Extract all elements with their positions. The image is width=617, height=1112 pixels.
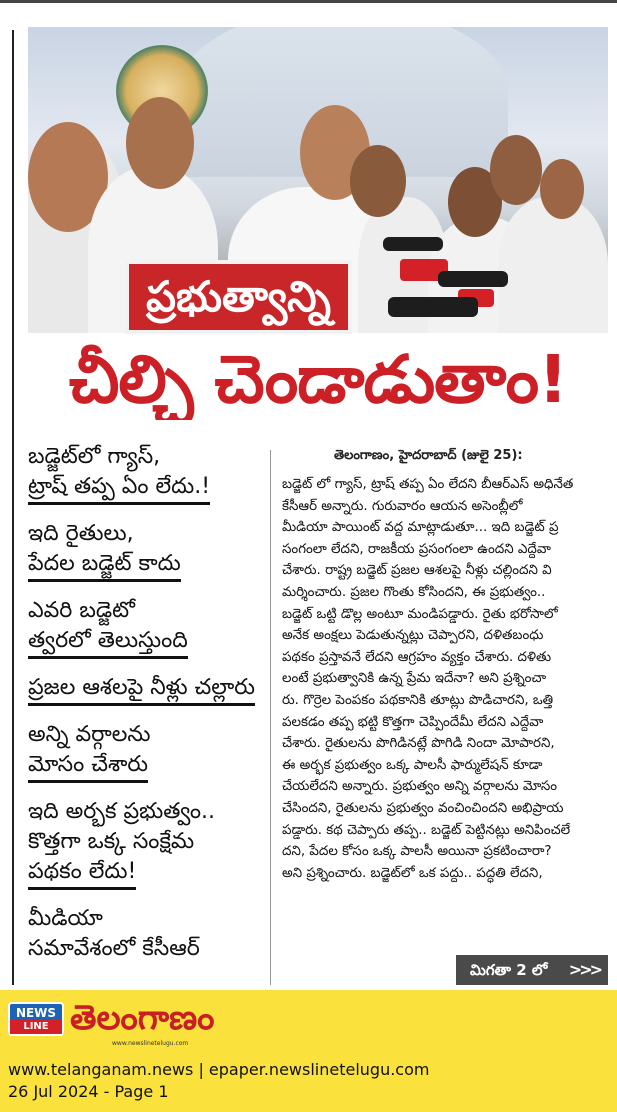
microphone-icon [383,237,443,251]
highlight-line: పేదల బడ్జెట్ కాదు [28,549,181,582]
face [126,97,194,189]
article-line: రు. గొర్రెల పెంపకం పథకానికి తూట్లు పొడిచారని, ఒత్తి [282,692,554,708]
article-body [282,474,610,884]
face [350,145,406,217]
article-line: చేశారు. రైతులను పొగిడినట్లే పొగిడి నిందా మోపారని, [282,736,555,752]
highlight-line: అన్ని వర్గాలను [28,722,151,747]
person [498,197,608,333]
article-line: పథకం ప్రస్తావనే లేదని ఆగ్రహం వ్యక్తం చేశారు. దళితు [282,649,552,665]
highlight-line: త్వరలో తెలుస్తుంది [28,626,188,659]
highlight-item [28,519,276,586]
microphone-icon [438,271,508,287]
masthead-site-url: www.newslinetelugu.com [112,1040,189,1047]
highlight-item [28,596,276,663]
article-line: అనేక అంక్షలు పెడుతున్నట్లు చెప్పారని, దళితబంధు [282,628,544,644]
article-line: కేసీఆర్ అన్నారు. గురువారం ఆయన అసెంబ్లీలో [282,498,523,514]
continued-label: మిగతా 2 లో [470,961,548,979]
highlight-item [28,797,276,894]
highlight-line: కొత్తగా ఒక్క సంక్షేమ [28,829,195,854]
highlight-line: ఇది రైతులు, [28,521,134,546]
highlight-line: మీడియా [28,906,103,931]
highlight-line: పథకం లేదు! [28,857,136,890]
article-line: అని ప్రశ్నించారు. బడ్జెట్‌లో ఒక పద్దు.. పద్ధతి లేదని, [282,865,543,881]
article-line: చేసిందని, రైతులను ప్రభుత్వం వంచించిందని అభిప్రాయ [282,800,564,816]
logo-news-text: NEWS [15,1006,57,1020]
telanganam-masthead: తెలంగాణం [70,998,215,1038]
left-margin-rule [12,30,14,985]
article-line: బడ్జెట్ లో గ్యాస్, ట్రాష్ తప్ప ఏం లేదని బీఆర్ఎస్ అధినేత [282,477,574,492]
article-line: మీడియా పాయింట్ వద్ద మాట్లాడుతూ... ఇది బడ్జెట్ ప్ర [282,520,559,536]
article-line: ఈ అర్భక ప్రభుత్వం ఒక్క పాలసీ ఫార్ములేషన్ కూడా [282,757,543,773]
highlight-item [28,720,276,787]
highlight-line: సమావేశంలో కేసీఆర్ [28,936,200,961]
highlight-item [28,442,276,509]
column-divider [270,450,271,985]
newsline-logo [8,1002,64,1036]
article-line: పడ్డారు. కథ చెప్పారు తప్ప.. బడ్జెట్ పెట్టినట్లు అనిపించలే [282,822,571,838]
highlight-line: బడ్జెట్‌లో గ్యాస్, [28,444,161,469]
logo-line-text: LINE [10,1020,62,1034]
highlight-item [28,904,276,964]
highlight-line: ప్రజల ఆశలపై నీళ్లు చల్లారు [28,673,255,706]
highlight-line: ఎవరి బడ్జెటో [28,598,135,623]
footer-masthead [0,990,617,1112]
microphone-icon [388,297,478,317]
main-headline: చీల్చి చెండాడుతాం! [68,341,568,418]
highlight-line: మోసం చేశారు [28,750,148,783]
continued-on-page-2-link[interactable] [456,955,608,985]
dateline: తెలంగాణం, హైదరాబాద్ (జులై 25): [334,448,523,463]
article-line: పలకడం తప్ప భట్టి కొత్తగా చెప్పిందేమీ లేదని ఎద్దేవా [282,714,544,730]
face [540,159,584,219]
edition-date-page: 26 Jul 2024 - Page 1 [8,1082,169,1101]
footer-urls[interactable]: www.telanganam.news | epaper.newslinetelugu.com [8,1060,430,1079]
article-line: సంగంలా లేదని, రాజకీయ ప్రసంగంలా ఉందని ఎద్దేవా [282,541,551,557]
article-line: లంటే ప్రభుత్వానికి ఉన్న ప్రేమ ఇదేనా? అని ప్రశ్నించా [282,671,547,687]
triple-chevron-right-icon: >>> [568,960,600,979]
highlight-item [28,673,276,710]
highlights-column [28,442,276,974]
article-line: దని, పేదల కోసం ఒక్క పాలసీ అయినా ప్రకటించారా? [282,844,552,860]
article-line: చేయలేదని అన్నారు. ప్రభుత్వం అన్ని వర్గాలను మోసం [282,779,558,795]
highlight-line: ట్రాష్ తప్ప ఏం లేదు.! [28,472,210,505]
top-rule [0,0,617,3]
headline-kicker: ప్రభుత్వాన్ని [125,260,352,334]
face [490,135,542,205]
article-line: మర్శించారు. ప్రజల గొంతు కోసిందని, ఈ ప్రభుత్వం.. [282,584,546,600]
article-line: బడ్జెట్ ఒట్టి డొల్ల అంటూ మండిపడ్డారు. రైతు భరోసాలో [282,606,558,622]
highlight-line: ఇది అర్భక ప్రభుత్వం.. [28,799,215,824]
article-line: చేశారు. రాష్ట్ర బడ్జెట్ ప్రజల ఆశలపై నీళ్లు చల్లిందని వి [282,563,552,579]
